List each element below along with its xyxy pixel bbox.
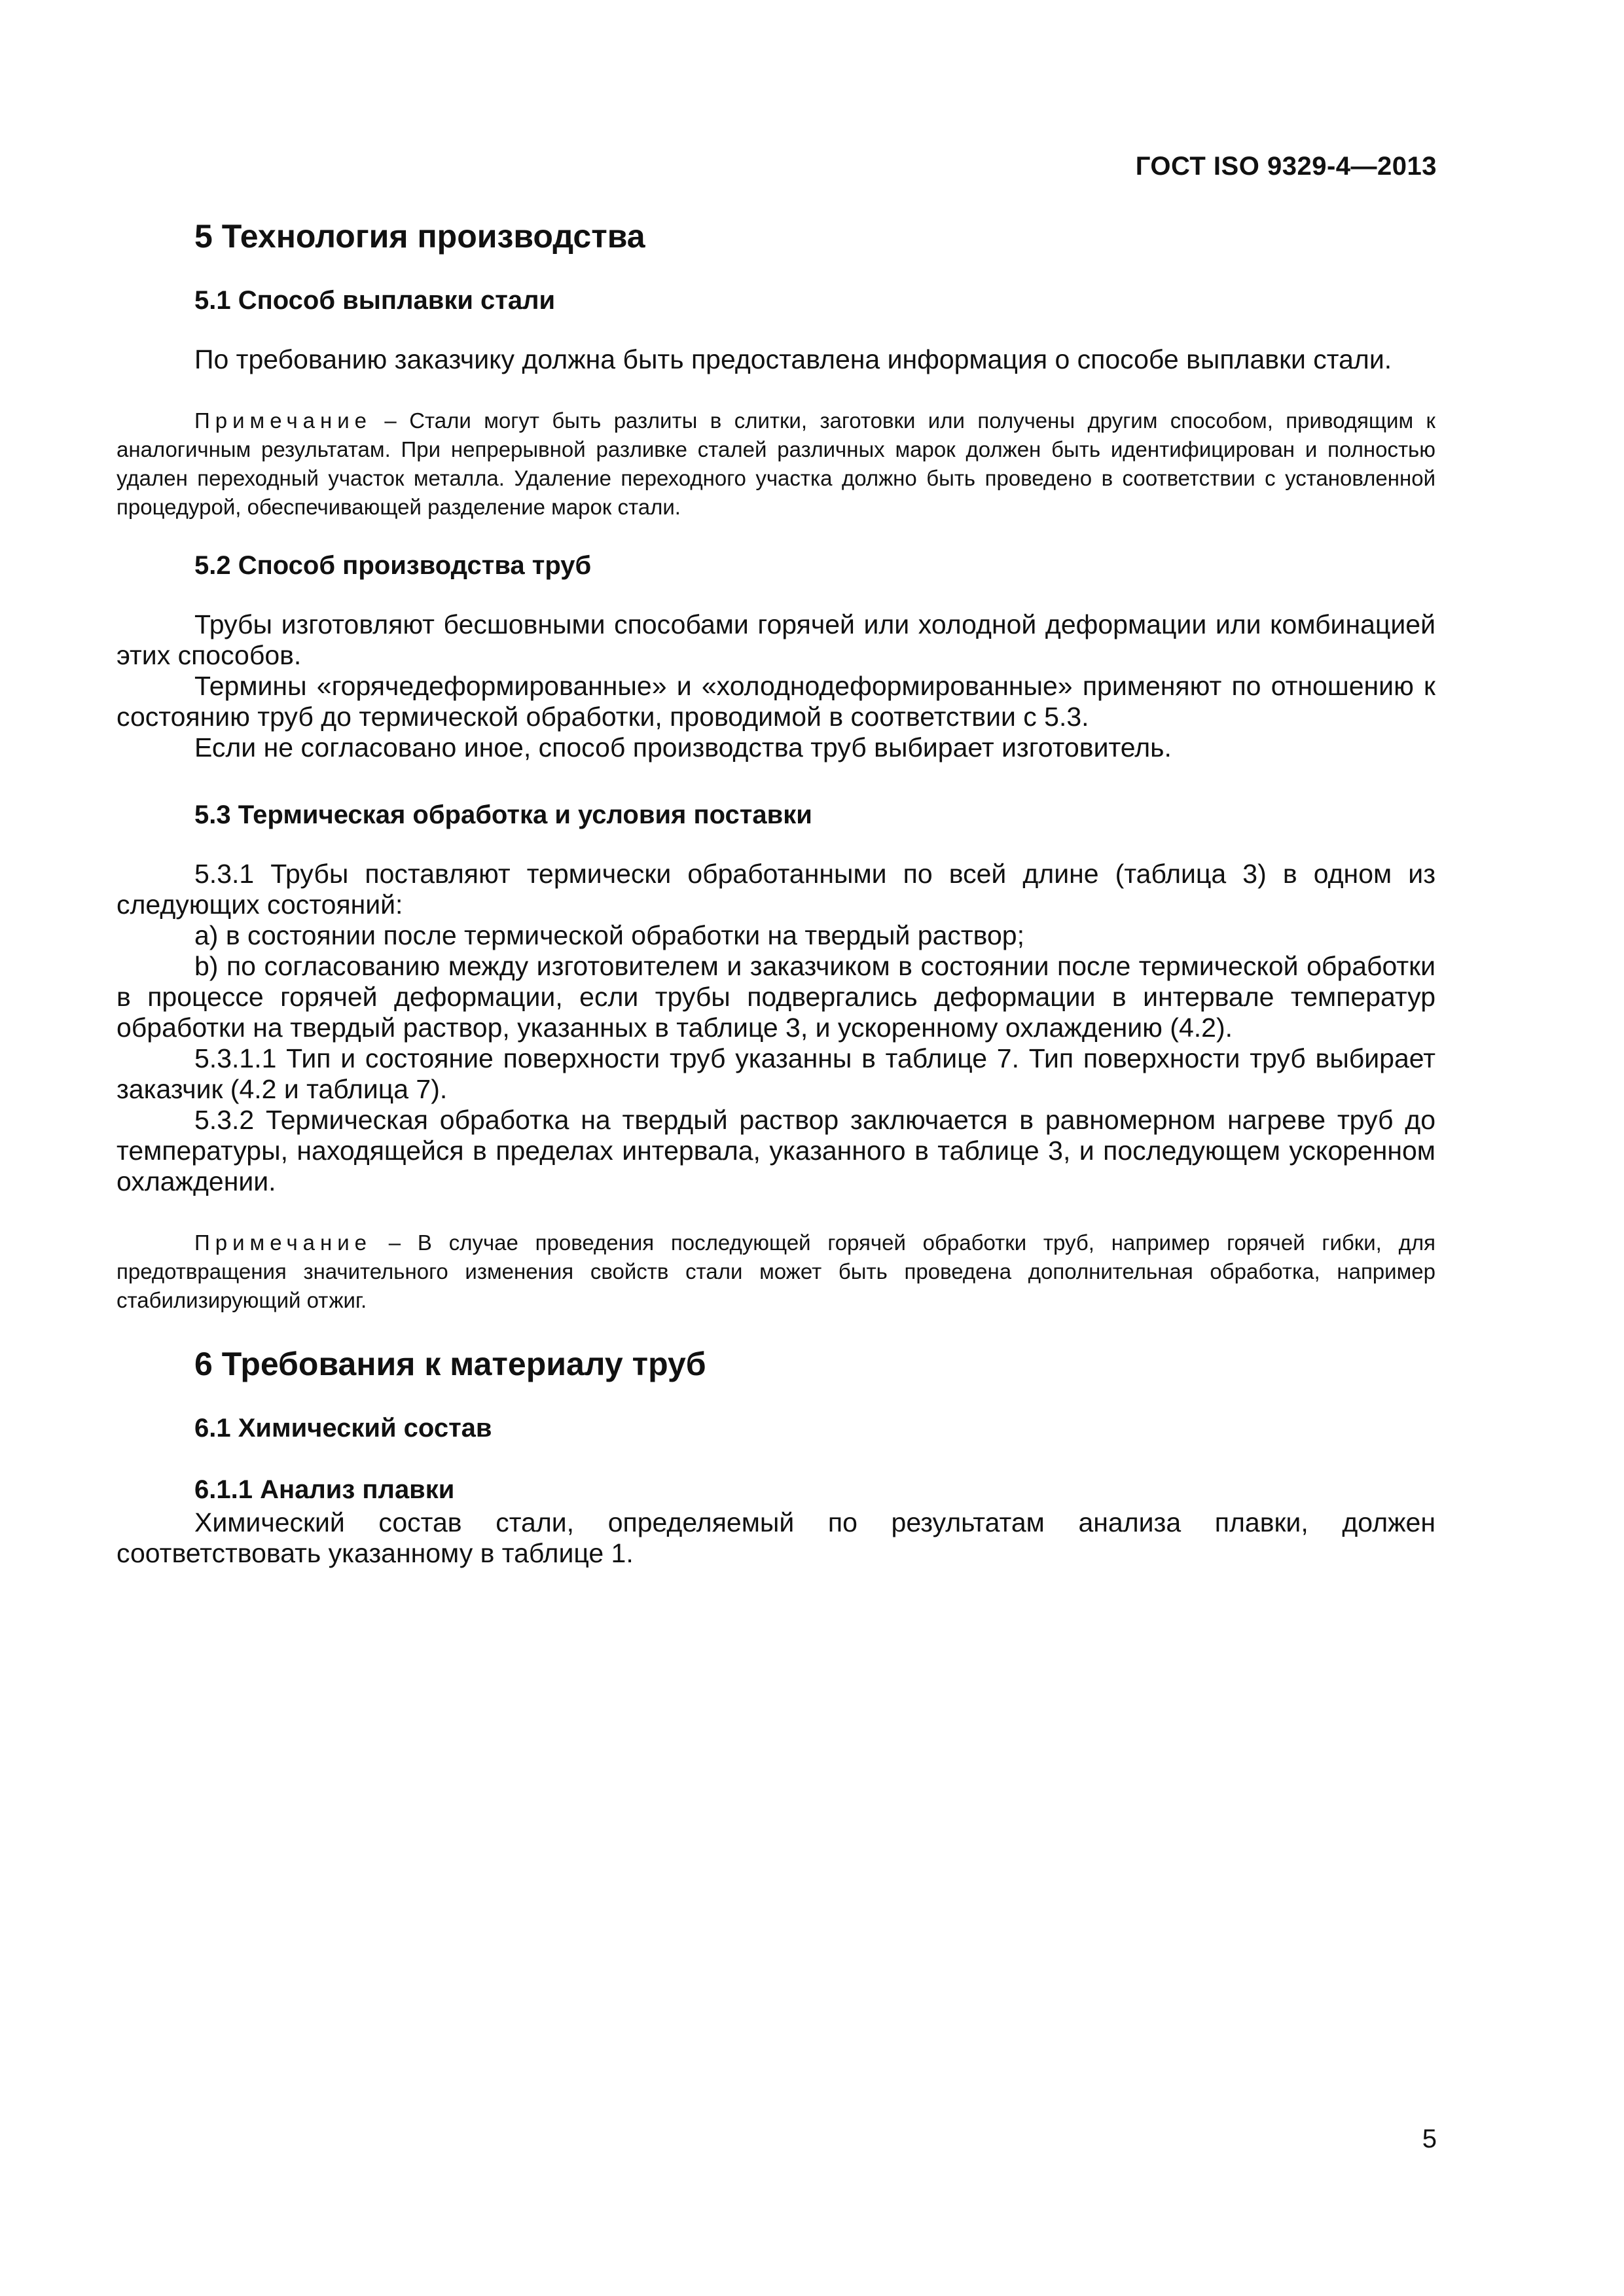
- subsection-6-1-1-heading: 6.1.1 Анализ плавки: [194, 1475, 455, 1504]
- note-text: – Стали могут быть разлиты в слитки, заготовки или получены другим способом, приводящим к аналогичным результатам. При непрерывной разливке сталей различных марок должен быть идентифицирован и полностью удален переходный участок металла. Удаление переходного участка должно быть проведено в соответствии с установленной процедурой, обеспечивающей разделение марок стали.: [117, 408, 1435, 519]
- page-number: 5: [1422, 2125, 1437, 2153]
- paragraph-5-3-1-b: b) по согласованию между изготовителем и заказчиком в состоянии после термической обработки в процессе горячей деформации, если трубы подвергались деформации в интервале температур обработки на твердый раствор, указанных в таблице 3, и ускоренному охлаждению (4.2).: [117, 951, 1435, 1043]
- paragraph-6-1-1: Химический состав стали, определяемый по результатам анализа плавки, должен соответствовать указанному в таблице 1.: [117, 1507, 1435, 1568]
- paragraph-5-3-1: 5.3.1 Трубы поставляют термически обработанными по всей длине (таблица 3) в одном из следующих состояний:: [117, 859, 1435, 920]
- subsection-5-2-heading: 5.2 Способ производства труб: [194, 551, 592, 580]
- subsection-6-1-heading: 6.1 Химический состав: [194, 1414, 492, 1443]
- paragraph-5-3-1-1: 5.3.1.1 Тип и состояние поверхности труб указанны в таблице 7. Тип поверхности труб выбирает заказчик (4.2 и таблица 7).: [117, 1043, 1435, 1104]
- paragraph-5-1-text: По требованию заказчику должна быть предоставлена информация о способе выплавки стали.: [194, 344, 1392, 374]
- note-text: – В случае проведения последующей горячей обработки труб, например горячей гибки, для предотвращения значительного изменения свойств стали может быть проведена дополнительная обработка, например стабилизирующий отжиг.: [117, 1230, 1435, 1312]
- subsection-5-1-heading: 5.1 Способ выплавки стали: [194, 286, 556, 315]
- paragraph-5-2-text-3: Если не согласовано иное, способ производства труб выбирает изготовитель.: [194, 732, 1172, 762]
- paragraph-5-3-1-a: a) в состоянии после термической обработки на твердый раствор;: [194, 920, 1024, 950]
- paragraph-5-2-text-2: Термины «горячедеформированные» и «холоднодеформированные» применяют по отношению к состоянию труб до термической обработки, проводимой в соответствии с 5.3.: [117, 671, 1435, 732]
- paragraph-5-2-text-1: Трубы изготовляют бесшовными способами горячей или холодной деформации или комбинацией этих способов.: [117, 609, 1435, 670]
- note-5-3: [117, 1229, 1435, 1315]
- document-code: ГОСТ ISO 9329-4—2013: [1135, 152, 1437, 181]
- section-6-heading: 6 Требования к материалу труб: [194, 1346, 706, 1382]
- paragraph-5-3-2: 5.3.2 Термическая обработка на твердый раствор заключается в равномерном нагреве труб до температуры, находящейся в пределах интервала, указанного в таблице 3, и последующем ускоренном охлаждении.: [117, 1105, 1435, 1196]
- document-body: [117, 213, 1435, 1569]
- note-label: Примечание: [194, 1230, 372, 1255]
- subsection-5-3-heading: 5.3 Термическая обработка и условия поставки: [194, 800, 812, 829]
- note-5-1: [117, 406, 1435, 522]
- note-label: Примечание: [194, 408, 372, 433]
- section-5-heading: 5 Технология производства: [194, 218, 645, 255]
